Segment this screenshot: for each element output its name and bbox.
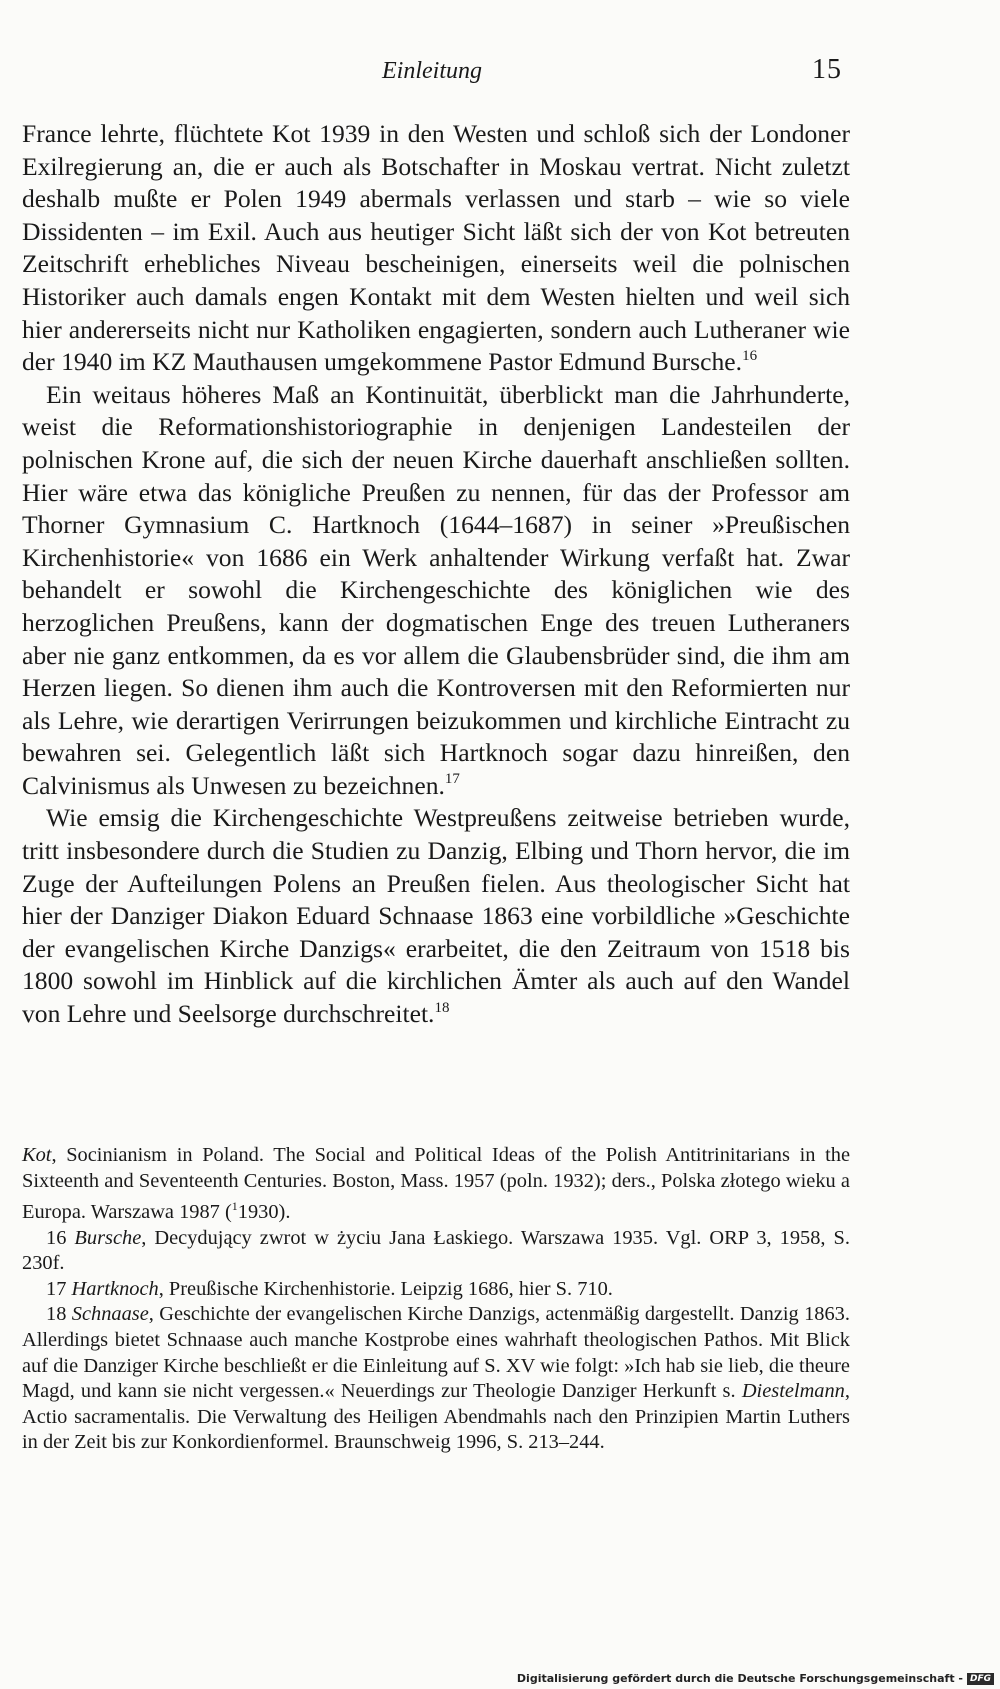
footnote-15-author: Kot xyxy=(22,1144,52,1166)
footnote-16-text: , Decydujący zwrot w życiu Jana Łaskiego. Warszawa 1935. Vgl. ORP 3, 1958, S. 230f. xyxy=(22,1226,850,1275)
footnote-18-number: 18 xyxy=(46,1303,67,1326)
footnote-18-text-a: , Geschichte der evangelischen Kirche Danzigs, actenmäßig dargestellt. Danzig 1863. Allerdings bietet Schnaase auch manche Kostprobe eines wahrhaft theologischen Pathos. Mit Blick auf die Danziger Kirche beschließt er die Einleitung auf S. XV wie folgt: »Ich hab sie lieb, die theure Magd, und kann sie nicht vergessen.« Neuerdings zur Theologie Danziger Herkunft s. xyxy=(22,1303,850,1403)
footnote-16 xyxy=(22,1226,850,1277)
page-number: 15 xyxy=(812,54,842,85)
paragraph-2-text: Ein weitaus höheres Maß an Kontinuität, überblickt man die Jahrhunderte, weist die Reformationshistoriographie in denjenigen Landesteilen der polnischen Krone auf, die sich der neuen Kirche dauerhaft anschließen sollten. Hier wäre etwa das königliche Preußen zu nennen, für das der Professor am Thorner Gymnasium C. Hartknoch (1644–1687) in seiner »Preußischen Kirchenhistorie« von 1686 ein Werk anhaltender Wirkung verfaßt hat. Zwar behandelt er sowohl die Kirchengeschichte des königlichen wie des herzoglichen Preußens, kann der dogmatischen Enge des treuen Lutheraners aber nie ganz entkommen, da es vor allem die Glaubensbrüder sind, die ihm am Herzen liegen. So dienen ihm auch die Kontroversen mit den Reformierten nur als Lehre, wie derartigen Verirrungen beizukommen und kirchliche Eintracht zu bewahren sei. Gelegentlich läßt sich Hartknoch sogar dazu hinreißen, den Calvinismus als Unwesen zu bezeichnen. xyxy=(22,379,850,800)
footnote-18 xyxy=(22,1302,850,1456)
paragraph-1 xyxy=(22,118,850,379)
digitization-credit-text: Digitalisierung gefördert durch die Deutsche Forschungsgemeinschaft - xyxy=(516,1672,963,1685)
dfg-logo-icon: DFG xyxy=(967,1673,994,1685)
footnote-18-author-2: Diestelmann xyxy=(741,1380,845,1403)
footnote-ref-17: 17 xyxy=(444,771,460,788)
paragraph-1-text: France lehrte, flüchtete Kot 1939 in den Westen und schloß sich der Londoner Exilregierung an, die er auch als Botschafter in Moskau vertrat. Nicht zuletzt deshalb mußte er Polen 1949 abermals verlassen und starb – wie so viele Dissidenten – im Exil. Auch aus heutiger Sicht läßt sich der von Kot betreuten Zeitschrift erhebliches Niveau bescheinigen, einerseits weil die polnischen Historiker auch damals engen Kontakt mit dem Westen hielten und weil sich hier andererseits nicht nur Katholiken engagierten, sondern auch Lutheraner wie der 1940 im KZ Mauthausen umgekommene Pastor Edmund Bursche. xyxy=(22,119,850,377)
paragraph-3 xyxy=(22,802,850,1030)
footnotes xyxy=(22,1143,850,1456)
footnote-ref-16: 16 xyxy=(742,347,758,364)
footnote-15-continued xyxy=(22,1143,850,1226)
body-text xyxy=(22,118,850,1031)
footnote-17-author: Hartknoch xyxy=(71,1277,159,1300)
footnote-17-number: 17 xyxy=(46,1277,67,1300)
footnote-18-text-b: , Actio sacramentalis. Die Verwaltung des Heiligen Abendmahls nach den Prinzipien Martin Luthers in der Zeit bis zur Konkordienformel. Braunschweig 1996, S. 213–244. xyxy=(22,1380,850,1454)
footnote-15-text: , Socinianism in Poland. The Social and Political Ideas of the Polish Antitrinitarians in the Sixteenth and Seventeenth Centuries. Boston, Mass. 1957 (poln. 1932); ders., Polska złotego wieku a Europa. Warszawa 1987 ( xyxy=(22,1144,850,1223)
paragraph-3-text: Wie emsig die Kirchengeschichte Westpreußens zeitweise betrieben wurde, tritt insbesondere durch die Studien zu Danzig, Elbing und Thorn hervor, die im Zuge der Aufteilungen Polens an Preußen fielen. Aus theologischer Sicht hat hier der Danziger Diakon Eduard Schnaase 1863 eine vorbildliche »Geschichte der evangelischen Kirche Danzigs« erarbeitet, die den Zeitraum von 1518 bis 1800 sowohl im Hinblick auf die kirchlichen Ämter als auch auf den Wandel von Lehre und Seelsorge durchschreitet. xyxy=(22,803,850,1029)
footnote-17 xyxy=(22,1277,850,1303)
footnote-16-author: Bursche xyxy=(74,1226,142,1249)
footnote-16-number: 16 xyxy=(46,1226,67,1249)
paragraph-2 xyxy=(22,379,850,803)
page-header xyxy=(22,54,842,94)
digitization-credit xyxy=(517,1672,994,1685)
footnote-15-tail: 1930). xyxy=(237,1200,291,1223)
footnote-ref-18: 18 xyxy=(434,999,450,1016)
running-title: Einleitung xyxy=(382,58,482,84)
footnote-15-edition: 1 xyxy=(231,1199,238,1214)
footnote-17-text: , Preußische Kirchenhistorie. Leipzig 1686, hier S. 710. xyxy=(158,1277,613,1300)
footnote-18-author: Schnaase xyxy=(71,1303,149,1326)
